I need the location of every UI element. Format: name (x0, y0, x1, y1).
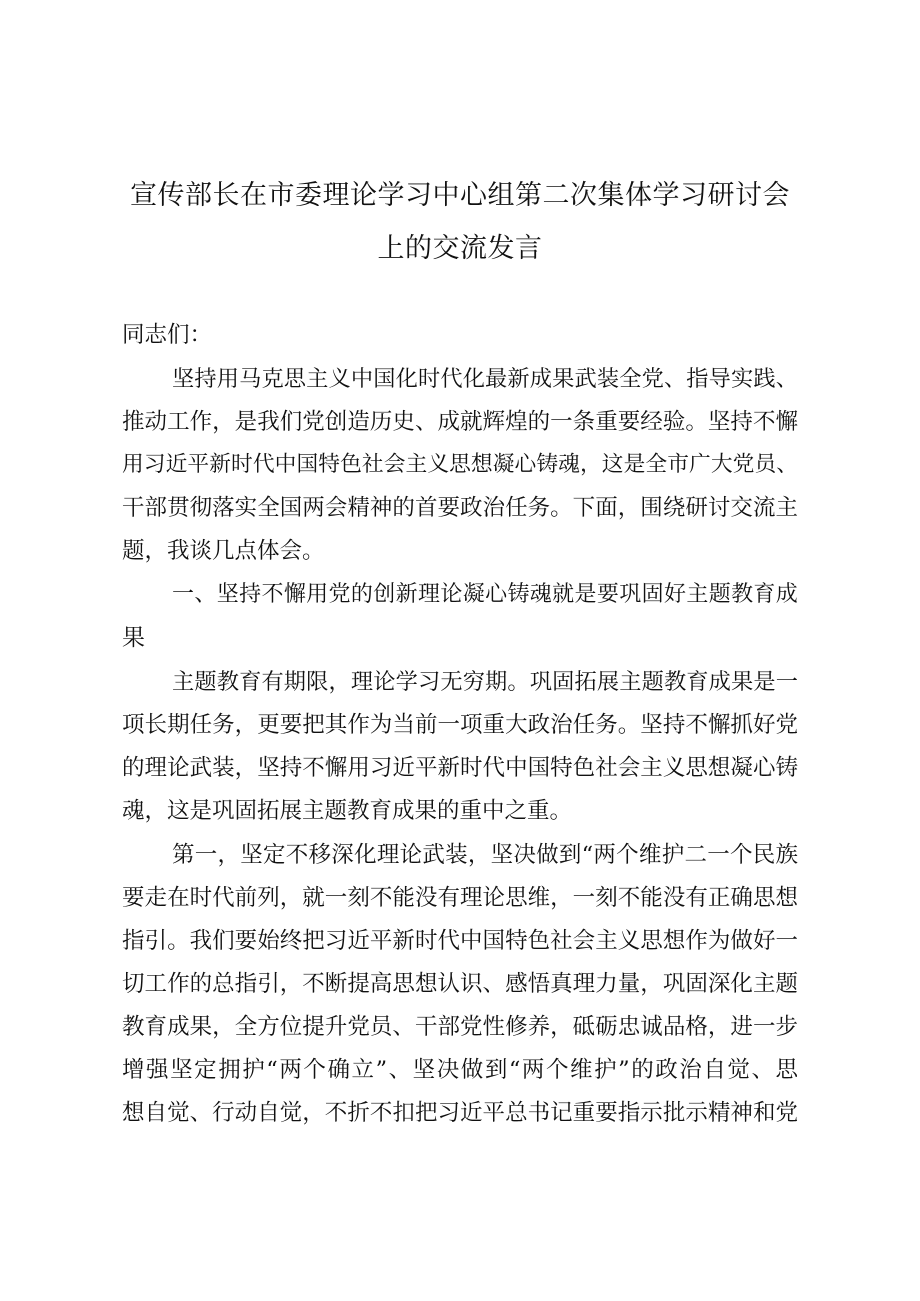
paragraph-1-line: 干部贯彻落实全国两会精神的首要政治任务。下面，围绕研讨交流主 (122, 495, 798, 521)
paragraph-3-line: 要走在时代前列，就一刻不能没有理论思维，一刻不能没有正确思想 (122, 885, 798, 911)
salutation: 同志们： (122, 322, 213, 348)
document-title-line-2: 上的交流发言 (377, 233, 543, 264)
paragraph-3-line: 指引。我们要始终把习近平新时代中国特色社会主义思想作为做好一 (122, 928, 798, 954)
paragraph-3-line: 想自觉、行动自觉，不折不扣把习近平总书记重要指示批示精神和党 (122, 1100, 798, 1126)
paragraph-2-line: 项长期任务，更要把其作为当前一项重大政治任务。坚持不懈抓好党 (122, 712, 798, 738)
paragraph-2-line: 魂，这是巩固拓展主题教育成果的重中之重。 (122, 798, 573, 824)
paragraph-2-line: 的理论武装，坚持不懈用习近平新时代中国特色社会主义思想凝心铸 (122, 755, 798, 781)
paragraph-1-line: 题，我谈几点体会。 (122, 538, 325, 564)
paragraph-3-line: 第一，坚定不移深化理论武装，坚决做到“两个维护二一个民族 (172, 842, 798, 868)
paragraph-3-line: 增强坚定拥护“两个确立”、坚决做到“两个维护”的政治自觉、思 (122, 1057, 798, 1083)
paragraph-2-line: 主题教育有期限，理论学习无穷期。巩固拓展主题教育成果是一 (172, 669, 798, 695)
paragraph-1-line: 用习近平新时代中国特色社会主义思想凝心铸魂，这是全市广大党员、 (122, 452, 798, 477)
paragraph-1-line: 坚持用马克思主义中国化时代化最新成果武装全党、指导实践、 (172, 366, 798, 392)
paragraph-3-line: 切工作的总指引，不断提高思想认识、感悟真理力量，巩固深化主题 (122, 971, 798, 997)
document-title-line-1: 宣传部长在市委理论学习中心组第二次集体学习研讨会 (130, 180, 790, 211)
section-heading-1: 一、坚持不懈用党的创新理论凝心铸魂就是要巩固好主题教育成 (172, 582, 798, 607)
paragraph-3-line: 教育成果，全方位提升党员、干部党性修养，砥砺忠诚品格，进一步 (122, 1014, 798, 1040)
section-heading-1-continued: 果 (122, 625, 146, 651)
paragraph-1-line: 推动工作，是我们党创造历史、成就辉煌的一条重要经验。坚持不懈 (122, 409, 798, 435)
